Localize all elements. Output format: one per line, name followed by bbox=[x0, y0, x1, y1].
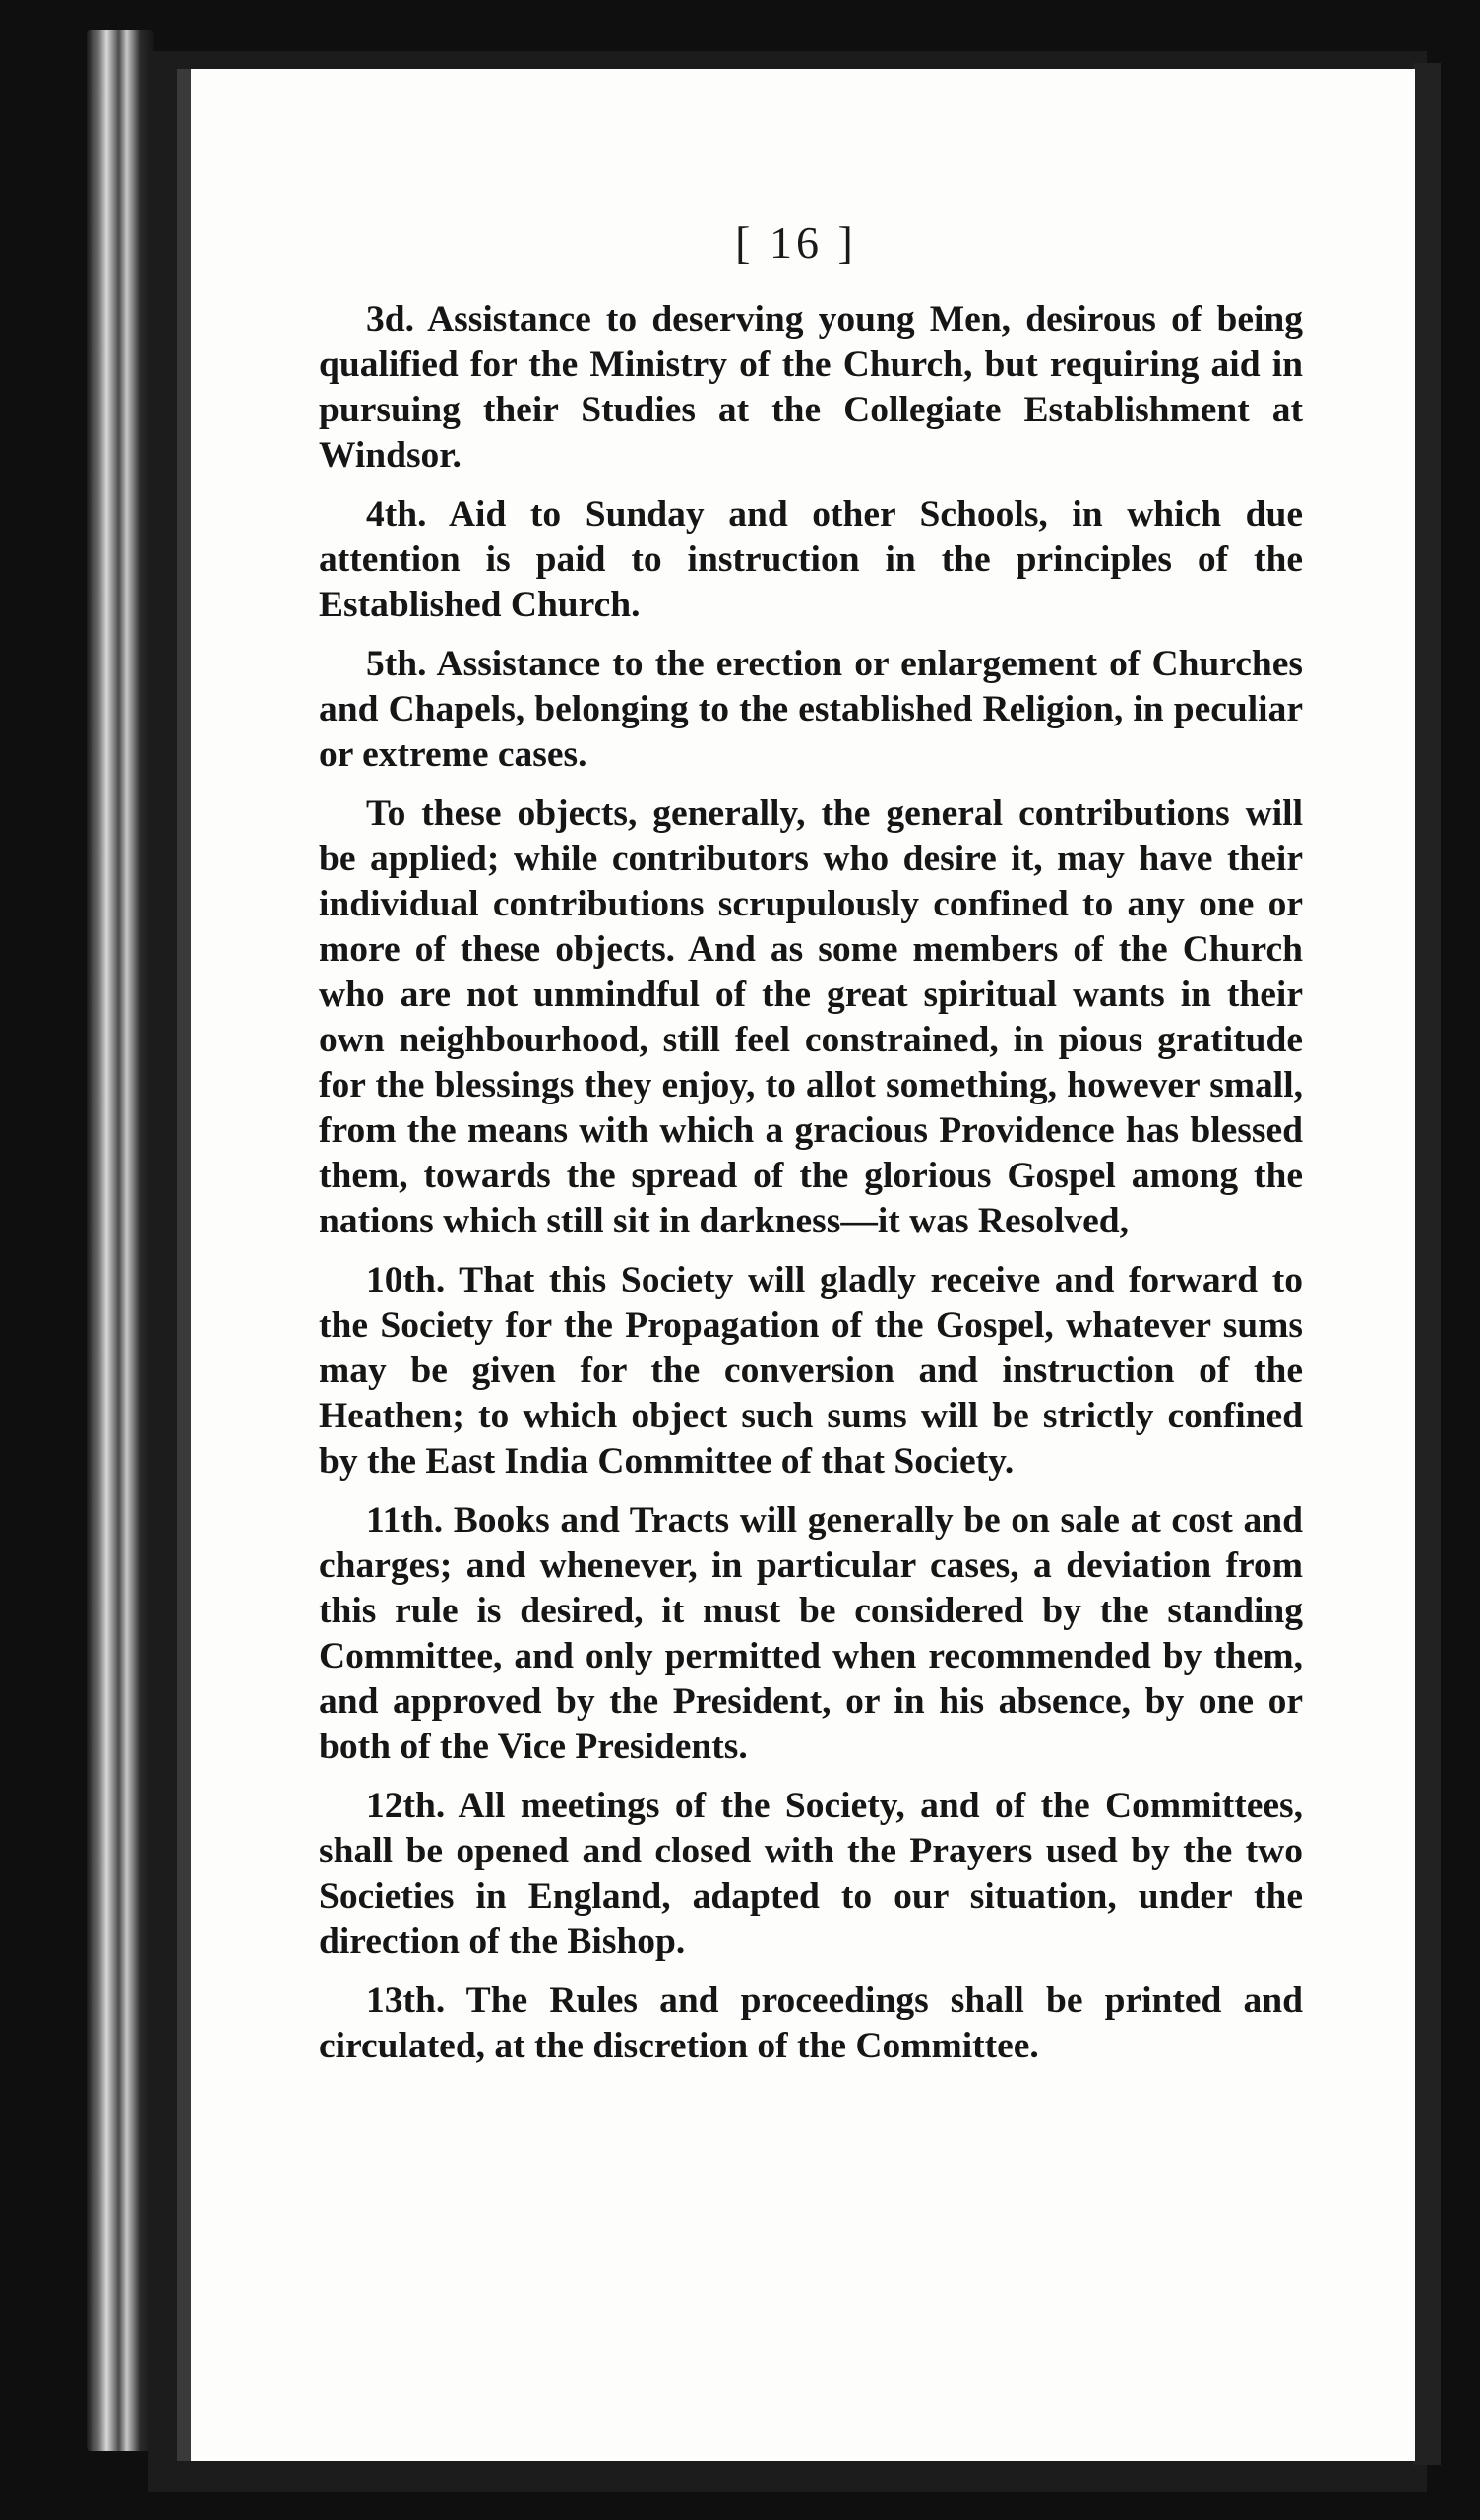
paragraph-12th: 12th. All meetings of the Society, and of the Committees, shall be opened and closed with the Prayers used by the two Societies in England, adapted to our situation, under the direction of the Bishop. bbox=[319, 1786, 1303, 1962]
book-cover-edge bbox=[87, 30, 154, 2451]
paragraph-5th: 5th. Assistance to the erection or enlargement of Churches and Chapels, belonging to the established Religion, in peculiar or extreme cases. bbox=[319, 644, 1303, 775]
paragraph-objects: To these objects, generally, the general contributions will be applied; while contributors who desire it, may have their individual contributions scrupulously confined to any one or more of these objects. And as some members of the Church who are not unmindful of the great spiritual wants in their own neighbourhood, still feel constrained, in pious gratitude for the blessings they enjoy, to allot something, however small, from the means with which a gracious Providence has blessed them, towards the spread of the glorious Gospel among the nations which still sit in darkness—it was Resolved, bbox=[319, 793, 1303, 1241]
body-text bbox=[319, 297, 1303, 2083]
page-sheet bbox=[177, 69, 1415, 2461]
paragraph-4th: 4th. Aid to Sunday and other Schools, in which due attention is paid to instruction in the principles of the Established Church. bbox=[319, 494, 1303, 625]
paragraph-13th: 13th. The Rules and proceedings shall be printed and circulated, at the discretion of the Committee. bbox=[319, 1981, 1303, 2066]
page-number: [ 16 ] bbox=[735, 218, 857, 268]
paragraph-11th: 11th. Books and Tracts will generally be on sale at cost and charges; and whenever, in particular cases, a deviation from this rule is desired, it must be considered by the standing Committee, and only permitted when recommended by them, and approved by the President, or in his absence, by one or both of the Vice Presidents. bbox=[319, 1500, 1303, 1767]
right-page-edge bbox=[1413, 63, 1441, 2465]
paragraph-10th: 10th. That this Society will gladly receive and forward to the Society for the Propagation of the Gospel, whatever sums may be given for the conversion and instruction of the Heathen; to which object such sums will be strictly confined by the East India Committee of that Society. bbox=[319, 1260, 1303, 1481]
paragraph-3d: 3d. Assistance to deserving young Men, desirous of being qualified for the Ministry of the Church, but requiring aid in pursuing their Studies at the Collegiate Establishment at Windsor. bbox=[319, 299, 1303, 475]
